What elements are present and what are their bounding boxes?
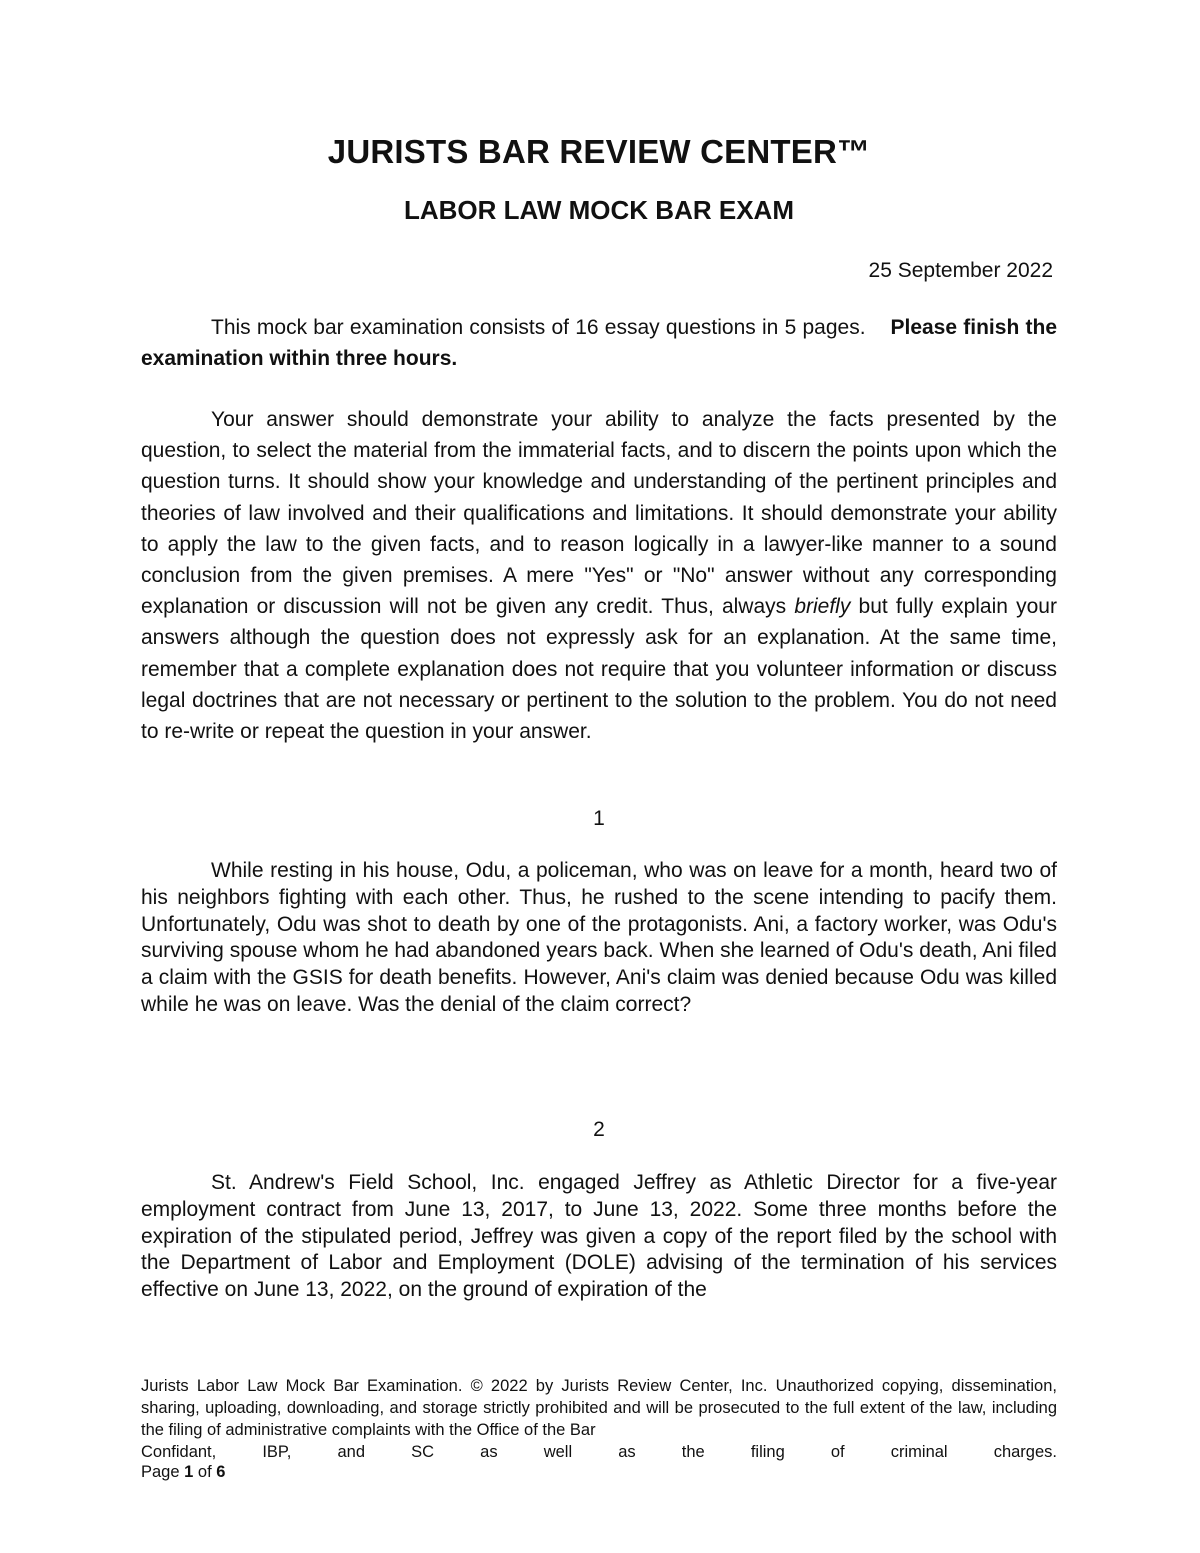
question-2-body: St. Andrew's Field School, Inc. engaged Jeffrey as Athletic Director for a five-year employment contract from June 13, 2017, to June 13, 2022. Some three months before the expiration of the stipulated period, Jeffrey was given a copy of the report filed by the school with the Department of Labor and Employment (DOLE) advising of the termination of his services effective on June 13, 2022, on the ground of expiration of the <box>141 1171 1057 1302</box>
question-number-1: 1 <box>593 807 605 830</box>
copyright-notice-last: Confidant, IBP, and SC as well as the filing of criminal charges. <box>141 1443 1057 1461</box>
copyright-notice-main: Jurists Labor Law Mock Bar Examination. © 2022 by Jurists Review Center, Inc. Unauthorized copying, dissemination, sharing, uploading, downloading, and storage strictly prohibited and will be prosecuted to the full extent of the law, including the filing of administrative complaints with the Office of the Bar <box>141 1377 1057 1439</box>
page-of: of <box>197 1463 212 1481</box>
page-indicator <box>141 1463 225 1482</box>
page-total: 6 <box>216 1463 226 1481</box>
copyright-notice <box>141 1375 1057 1463</box>
intro-emphasis: Please finish the examination within three hours. <box>141 316 1058 371</box>
instructions-part1: Your answer should demonstrate your ability to analyze the facts presented by the question, to select the material from the immaterial facts, and to discern the points upon which the question turns. It should show your knowledge and understanding of the pertinent principles and theories of law involved and their qualifications and limitations. It should demonstrate your ability to apply the law to the given facts, and to reason logically in a lawyer-like manner to a sound conclusion from the given premises. A mere "Yes" or "No" answer without any corresponding explanation or discussion will not be given any credit. Thus, always <box>141 408 1057 619</box>
document-subtitle: LABOR LAW MOCK BAR EXAM <box>404 195 794 225</box>
question-1-body: While resting in his house, Odu, a policeman, who was on leave for a month, heard two of his neighbors fighting with each other. Thus, he rushed to the scene intending to pacify them. Unfortunately, Odu was shot to death by one of the protagonists. Ani, a factory worker, was Odu's surviving spouse whom he had abandoned years back. When she learned of Odu's death, Ani filed a claim with the GSIS for death benefits. However, Ani's claim was denied because Odu was killed while he was on leave. Was the denial of the claim correct? <box>141 859 1057 1016</box>
exam-date: 25 September 2022 <box>868 259 1053 282</box>
document-title: JURISTS BAR REVIEW CENTER™ <box>327 133 871 170</box>
instructions-part2: but fully explain your answers although the question does not expressly ask for an explanation. At the same time, remember that a complete explanation does not require that you volunteer information or discuss legal doctrines that are not necessary or pertinent to the solution to the problem. You do not need to re-write or repeat the question in your answer. <box>141 595 1057 744</box>
question-number-2: 2 <box>593 1118 605 1141</box>
instructions-paragraph <box>141 404 1057 747</box>
page-current: 1 <box>184 1463 194 1481</box>
question-2-text <box>141 1170 1057 1304</box>
intro-paragraph <box>141 312 1057 374</box>
question-1-text <box>141 858 1057 1019</box>
instructions-italic: briefly <box>794 595 851 619</box>
page-label: Page <box>141 1463 180 1481</box>
intro-text: This mock bar examination consists of 16 essay questions in 5 pages. <box>211 316 866 339</box>
